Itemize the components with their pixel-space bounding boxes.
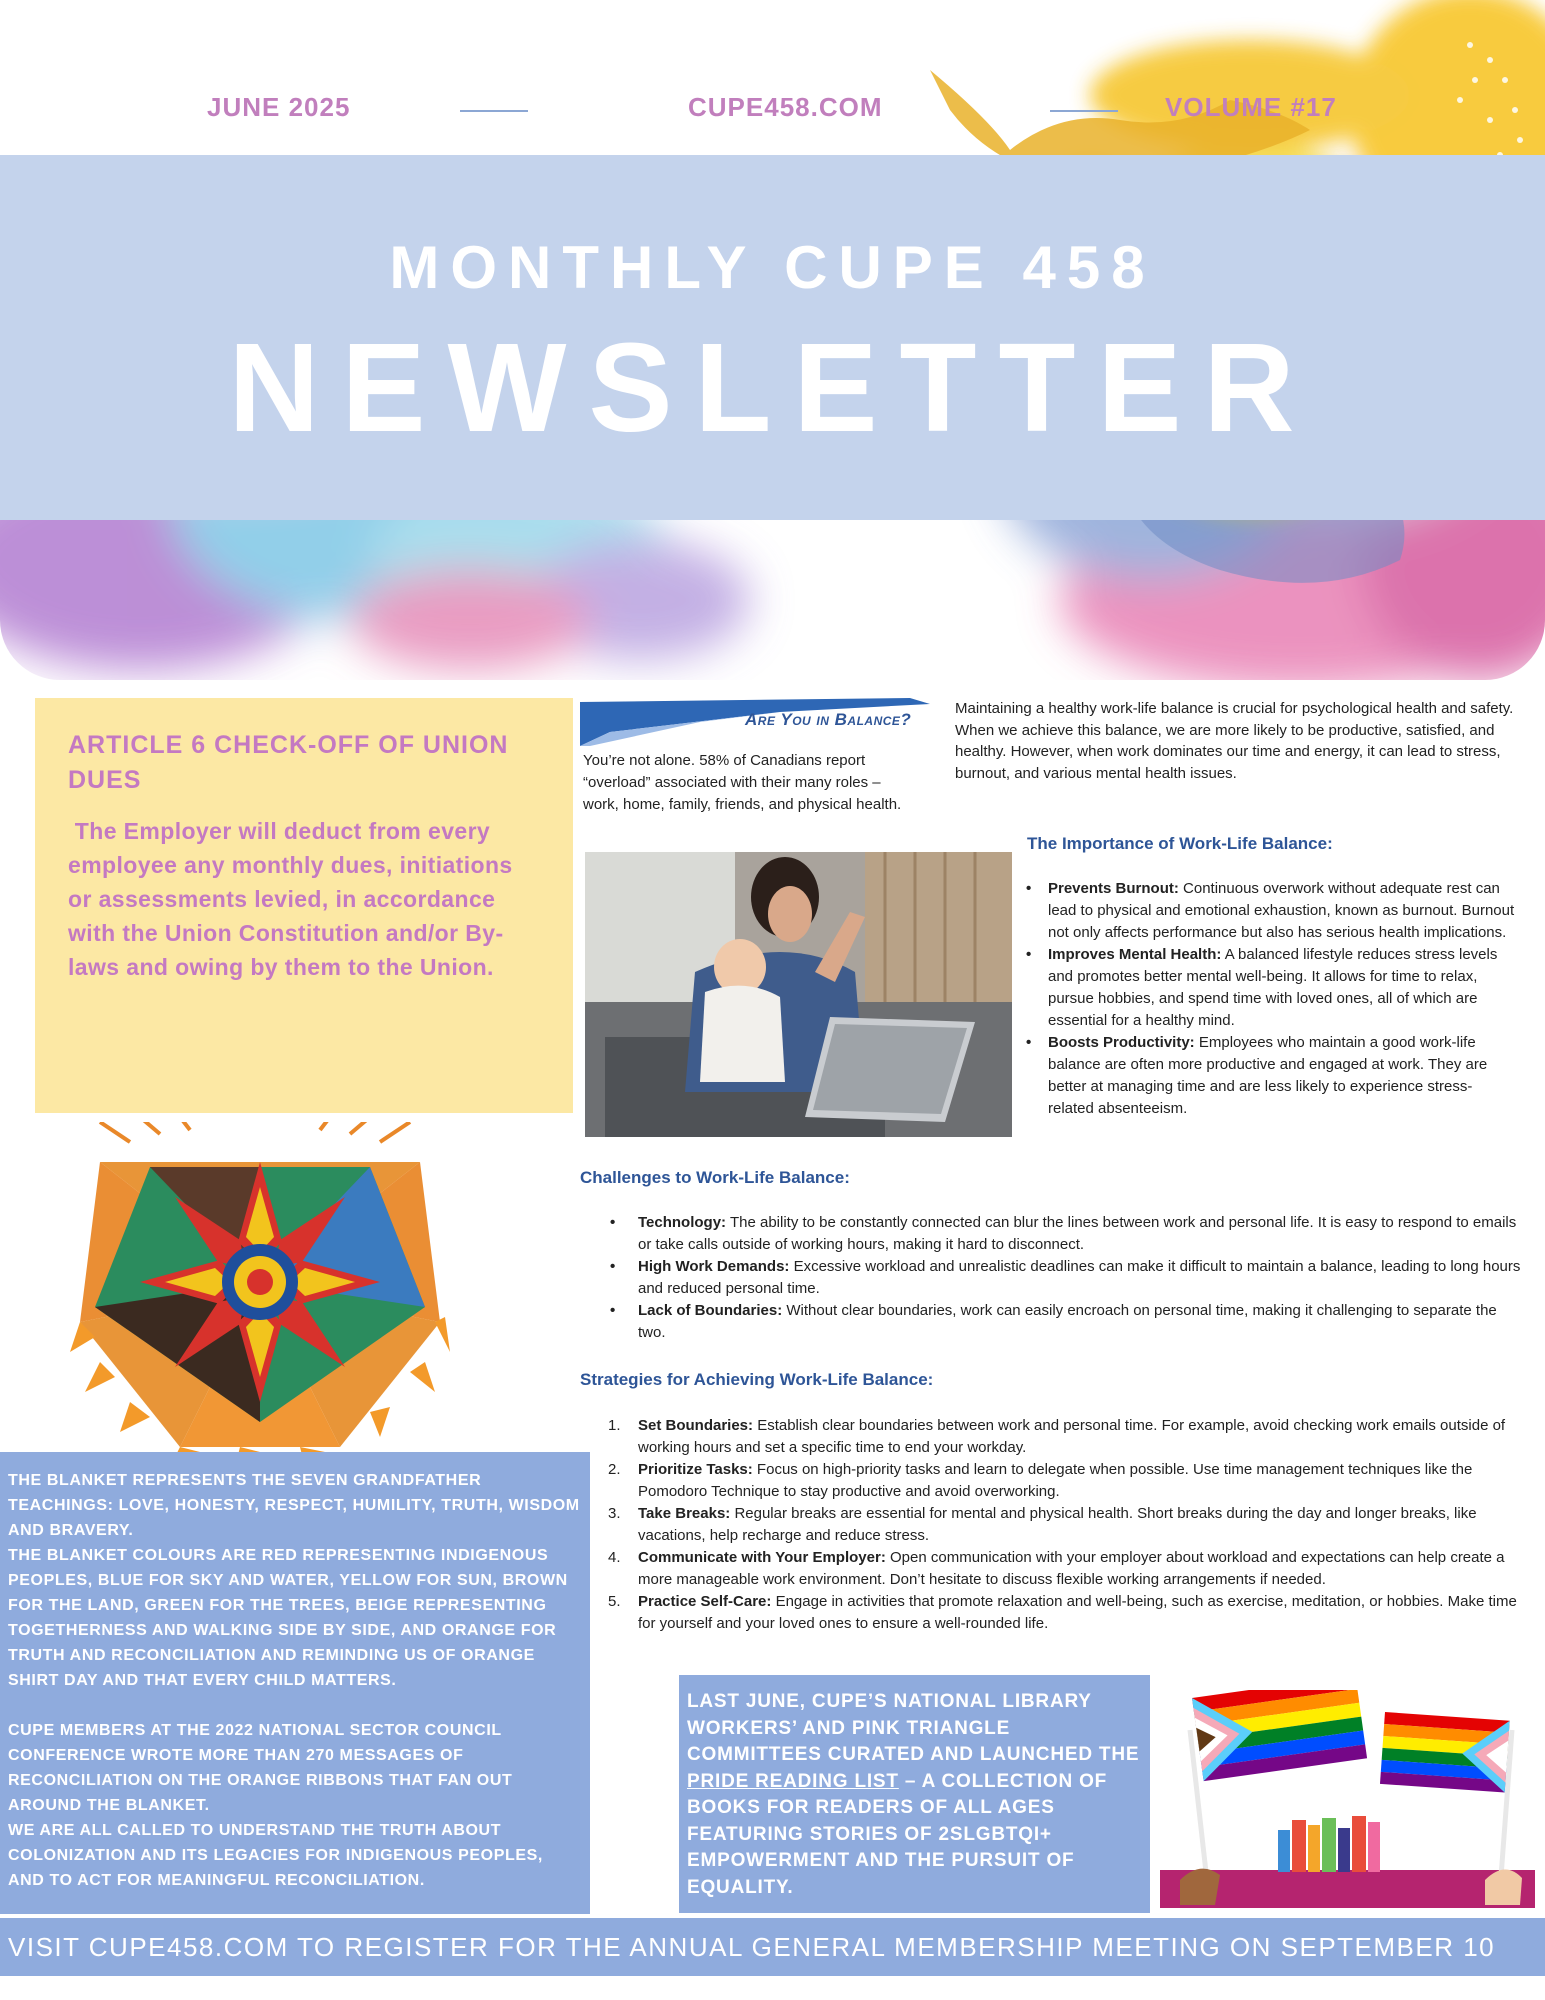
list-item-term: Prioritize Tasks: — [638, 1461, 753, 1478]
list-item-term: Technology: — [638, 1214, 727, 1231]
blanket-description-box — [0, 1452, 590, 1914]
list-item-term: Prevents Burnout: — [1048, 880, 1179, 897]
list-item-term: Lack of Boundaries: — [638, 1302, 783, 1319]
list-item-text: Open communication with your employer about workload and expectations can help create a more manageable work environment. Don’t hesitate to discuss flexible working arrangements if needed. — [638, 1549, 1505, 1588]
mother-baby-photo — [585, 852, 1012, 1137]
challenges-title: Challenges to Work-Life Balance: — [580, 1168, 850, 1187]
list-number: 1. — [608, 1417, 621, 1434]
header-divider — [460, 110, 528, 112]
list-item-term: Practice Self-Care: — [638, 1593, 772, 1610]
bullet-icon: • — [610, 1302, 616, 1319]
pride-text-after: – A COLLECTION OF BOOKS FOR READERS OF ALL AGES FEATURING STORIES OF 2SLGBTQI+ EMPOWERMENT AND THE PURSUIT OF EQUALITY. — [687, 1770, 1108, 1898]
list-item-text: Focus on high-priority tasks and learn to delegate when possible. Use time management techniques like the Pomodoro Technique to stay productive and avoid overworking. — [638, 1461, 1473, 1500]
pride-flags-illustration — [1160, 1690, 1535, 1915]
list-number: 3. — [608, 1505, 621, 1522]
list-item — [608, 1503, 1525, 1547]
bullet-icon: • — [1026, 946, 1032, 963]
balance-banner-title: Are You in Balance? — [745, 710, 912, 729]
list-item — [610, 1256, 1525, 1300]
list-item — [608, 1591, 1525, 1635]
pride-text-before: LAST JUNE, CUPE’S NATIONAL LIBRARY WORKERS’ AND PINK TRIANGLE COMMITTEES CURATED AND LAUNCHED THE — [687, 1691, 1140, 1765]
balance-intro: You’re not alone. 58% of Canadians report “overload” associated with their many roles – work, home, family, friends, and physical health. — [583, 752, 902, 813]
challenges-heading — [580, 1168, 850, 1188]
blanket-paragraph: THE BLANKET COLOURS ARE RED REPRESENTING INDIGENOUS PEOPLES, BLUE FOR SKY AND WATER, YELLOW FOR SUN, BROWN FOR THE LAND, GREEN FOR THE TREES, BEIGE REPRESENTING TOGETHERNESS AND WALKING SIDE BY SIDE, AND ORANGE FOR TRUTH AND RECONCILIATION AND REMINDING US OF ORANGE SHIRT DAY AND THAT EVERY CHILD MATTERS. — [8, 1547, 568, 1689]
balance-banner — [580, 698, 930, 738]
list-item-term: Set Boundaries: — [638, 1417, 754, 1434]
list-item-text: Continuous overwork without adequate rest can lead to physical and emotional exhaustion, known as burnout. Burnout not only affects performance but also has serious health implications. — [1048, 880, 1515, 941]
list-item-text: Without clear boundaries, work can easily encroach on personal time, making it challenging to separate the two. — [638, 1302, 1497, 1341]
importance-title: The Importance of Work-Life Balance: — [1027, 834, 1333, 853]
list-number: 4. — [608, 1549, 621, 1566]
bullet-icon: • — [610, 1258, 616, 1275]
list-item — [608, 1415, 1525, 1459]
importance-list — [1026, 878, 1518, 1120]
list-item — [1026, 944, 1518, 1032]
list-item — [1026, 1032, 1518, 1120]
importance-heading — [1027, 834, 1333, 854]
list-item-text: Engage in activities that promote relaxation and well-being, such as exercise, meditation, or hobbies. Make time for yourself and your loved ones to ensure a well-rounded life. — [638, 1593, 1517, 1632]
article-6-body: The Employer will deduct from every employee any monthly dues, initiations or assessments levied, in accordance with the Union Constitution and/or By-laws and owing by them to the Union. — [68, 818, 520, 980]
list-item — [1026, 878, 1518, 944]
hero-kicker: MONTHLY CUPE 458 — [389, 234, 1156, 301]
volume-number: VOLUME #17 — [1165, 92, 1337, 122]
balance-lead: Maintaining a healthy work-life balance is crucial for psychological health and safety. When we achieve this balance, we are more likely to be productive, satisfied, and healthy. However, when work dominates our time and energy, it can lead to stress, burnout, and various mental health issues. — [955, 700, 1514, 782]
list-item-term: Take Breaks: — [638, 1505, 731, 1522]
list-item-text: Establish clear boundaries between work and personal time. For example, avoid checking work emails outside of working hours and set a specific time to end your workday. — [638, 1417, 1506, 1456]
bullet-icon: • — [610, 1214, 616, 1231]
issue-date: JUNE 2025 — [207, 92, 351, 122]
article-6-box — [35, 698, 573, 1113]
hero-title: NEWSLETTER — [228, 317, 1317, 458]
list-item-term: Boosts Productivity: — [1048, 1034, 1195, 1051]
bullet-icon: • — [1026, 880, 1032, 897]
list-item-text: Regular breaks are essential for mental and physical health. Short breaks during the day and longer breaks, like vacations, help recharge and reduce stress. — [638, 1505, 1477, 1544]
list-item-text: Employees who maintain a good work-life balance are often more productive and engaged at work. They are better at managing time and are less likely to experience stress-related absenteeism. — [1048, 1034, 1488, 1117]
list-item — [608, 1459, 1525, 1503]
site-link[interactable]: CUPE458.COM — [688, 92, 883, 122]
blanket-paragraph: WE ARE ALL CALLED TO UNDERSTAND THE TRUTH ABOUT COLONIZATION AND ITS LEGACIES FOR INDIGENOUS PEOPLES, AND TO ACT FOR MEANINGFUL RECONCILIATION. — [8, 1822, 543, 1889]
blanket-paragraph: CUPE MEMBERS AT THE 2022 NATIONAL SECTOR COUNCIL CONFERENCE WROTE MORE THAN 270 MESSAGES OF RECONCILIATION ON THE ORANGE RIBBONS THAT FAN OUT AROUND THE BLANKET. — [8, 1722, 513, 1814]
list-item-term: Improves Mental Health: — [1048, 946, 1222, 963]
strategies-title: Strategies for Achieving Work-Life Balance: — [580, 1370, 934, 1389]
list-number: 2. — [608, 1461, 621, 1478]
list-item — [610, 1300, 1525, 1344]
agm-footer-text: VISIT CUPE458.COM TO REGISTER FOR THE ANNUAL GENERAL MEMBERSHIP MEETING ON SEPTEMBER 10 — [8, 1932, 1496, 1962]
challenges-list — [610, 1212, 1525, 1344]
list-item-text: The ability to be constantly connected can blur the lines between work and personal life. It is easy to respond to emails or take calls outside of working hours, making it hard to disconnect. — [638, 1214, 1517, 1253]
pride-reading-list-link[interactable]: PRIDE READING LIST — [687, 1770, 899, 1792]
article-6-title: ARTICLE 6 CHECK-OFF OF UNION DUES — [68, 731, 509, 794]
pride-reading-box — [679, 1675, 1150, 1913]
agm-footer-banner[interactable] — [0, 1918, 1545, 1976]
list-number: 5. — [608, 1593, 621, 1610]
strategies-heading — [580, 1370, 933, 1390]
bullet-icon: • — [1026, 1034, 1032, 1051]
list-item — [608, 1547, 1525, 1591]
header-divider — [1050, 110, 1118, 112]
list-item — [610, 1212, 1525, 1256]
blanket-paragraph: THE BLANKET REPRESENTS THE SEVEN GRANDFATHER TEACHINGS: LOVE, HONESTY, RESPECT, HUMILITY, TRUTH, WISDOM AND BRAVERY. — [8, 1472, 580, 1539]
list-item-text: A balanced lifestyle reduces stress levels and promotes better mental well-being. It allows for time to relax, pursue hobbies, and spend time with loved ones, all of which are essential for a healthy mind. — [1048, 946, 1498, 1029]
list-item-term: High Work Demands: — [638, 1258, 790, 1275]
list-item-term: Communicate with Your Employer: — [638, 1549, 886, 1566]
list-item-text: Excessive workload and unrealistic deadlines can make it difficult to maintain a balance, leading to long hours and reduced personal time. — [638, 1258, 1521, 1297]
star-blanket-image — [70, 1122, 450, 1452]
strategies-list — [608, 1415, 1525, 1635]
